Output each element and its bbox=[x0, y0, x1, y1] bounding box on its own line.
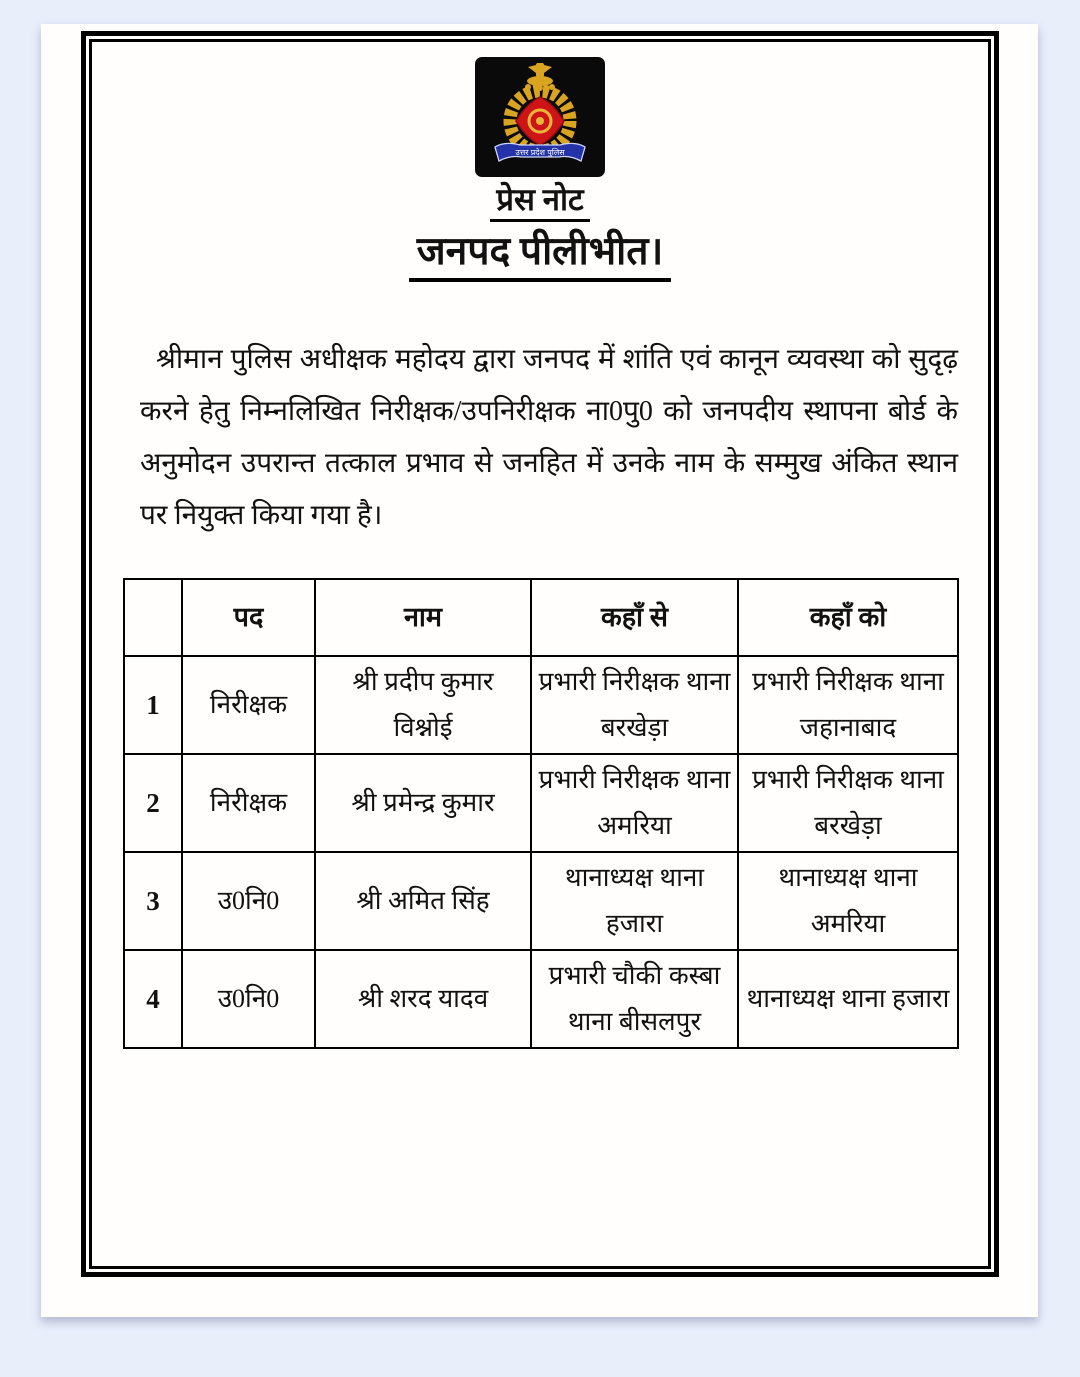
inner-frame bbox=[89, 39, 991, 1269]
serial-cell: 4 bbox=[124, 950, 182, 1048]
column-header: नाम bbox=[315, 579, 531, 656]
table-cell: निरीक्षक bbox=[182, 754, 315, 852]
outer-frame bbox=[81, 31, 999, 1277]
serial-cell: 3 bbox=[124, 852, 182, 950]
table-cell: प्रभारी निरीक्षक थाना बरखेड़ा bbox=[738, 754, 958, 852]
table-row bbox=[124, 852, 958, 950]
table-cell: थानाध्यक्ष थाना हजारा bbox=[531, 852, 738, 950]
up-police-emblem-icon bbox=[475, 57, 605, 177]
table-cell: श्री शरद यादव bbox=[315, 950, 531, 1048]
district-subtitle: जनपद पीलीभीत। bbox=[409, 231, 672, 282]
transfer-table bbox=[123, 578, 959, 1049]
table-cell: प्रभारी निरीक्षक थाना बरखेड़ा bbox=[531, 656, 738, 754]
column-header: कहाँ से bbox=[531, 579, 738, 656]
column-header: कहाँ को bbox=[738, 579, 958, 656]
document-title: प्रेस नोट bbox=[490, 183, 589, 222]
table-cell: प्रभारी निरीक्षक थाना अमरिया bbox=[531, 754, 738, 852]
table-row bbox=[124, 656, 958, 754]
serial-cell: 1 bbox=[124, 656, 182, 754]
table-cell: श्री प्रदीप कुमार विश्नोई bbox=[315, 656, 531, 754]
table-cell: प्रभारी निरीक्षक थाना जहानाबाद bbox=[738, 656, 958, 754]
table-cell: थानाध्यक्ष थाना हजारा bbox=[738, 950, 958, 1048]
table-cell: उ0नि0 bbox=[182, 852, 315, 950]
transfer-table-body bbox=[124, 656, 958, 1048]
column-header bbox=[124, 579, 182, 656]
table-header-row bbox=[124, 579, 958, 656]
table-cell: निरीक्षक bbox=[182, 656, 315, 754]
document-paper bbox=[41, 24, 1038, 1317]
table-cell: श्री अमित सिंह bbox=[315, 852, 531, 950]
table-cell: उ0नि0 bbox=[182, 950, 315, 1048]
table-row bbox=[124, 754, 958, 852]
column-header: पद bbox=[182, 579, 315, 656]
table-cell: थानाध्यक्ष थाना अमरिया bbox=[738, 852, 958, 950]
table-cell: श्री प्रमेन्द्र कुमार bbox=[315, 754, 531, 852]
table-cell: प्रभारी चौकी कस्बा थाना बीसलपुर bbox=[531, 950, 738, 1048]
table-row bbox=[124, 950, 958, 1048]
serial-cell: 2 bbox=[124, 754, 182, 852]
emblem-banner-text: उत्तर प्रदेश पुलिस bbox=[515, 148, 565, 157]
press-note-paragraph: श्रीमान पुलिस अधीक्षक महोदय द्वारा जनपद में शांति एवं कानून व्यवस्था को सुदृढ़ करने हेतु निम्नलिखित निरीक्षक/उपनिरीक्षक ना0पु0 को जनपदीय स्थापना बोर्ड के अनुमोदन उपरान्त तत्काल प्रभाव से जनहित में उनके नाम के सम्मुख अंकित स्थान पर नियुक्त किया गया है। bbox=[140, 343, 958, 531]
